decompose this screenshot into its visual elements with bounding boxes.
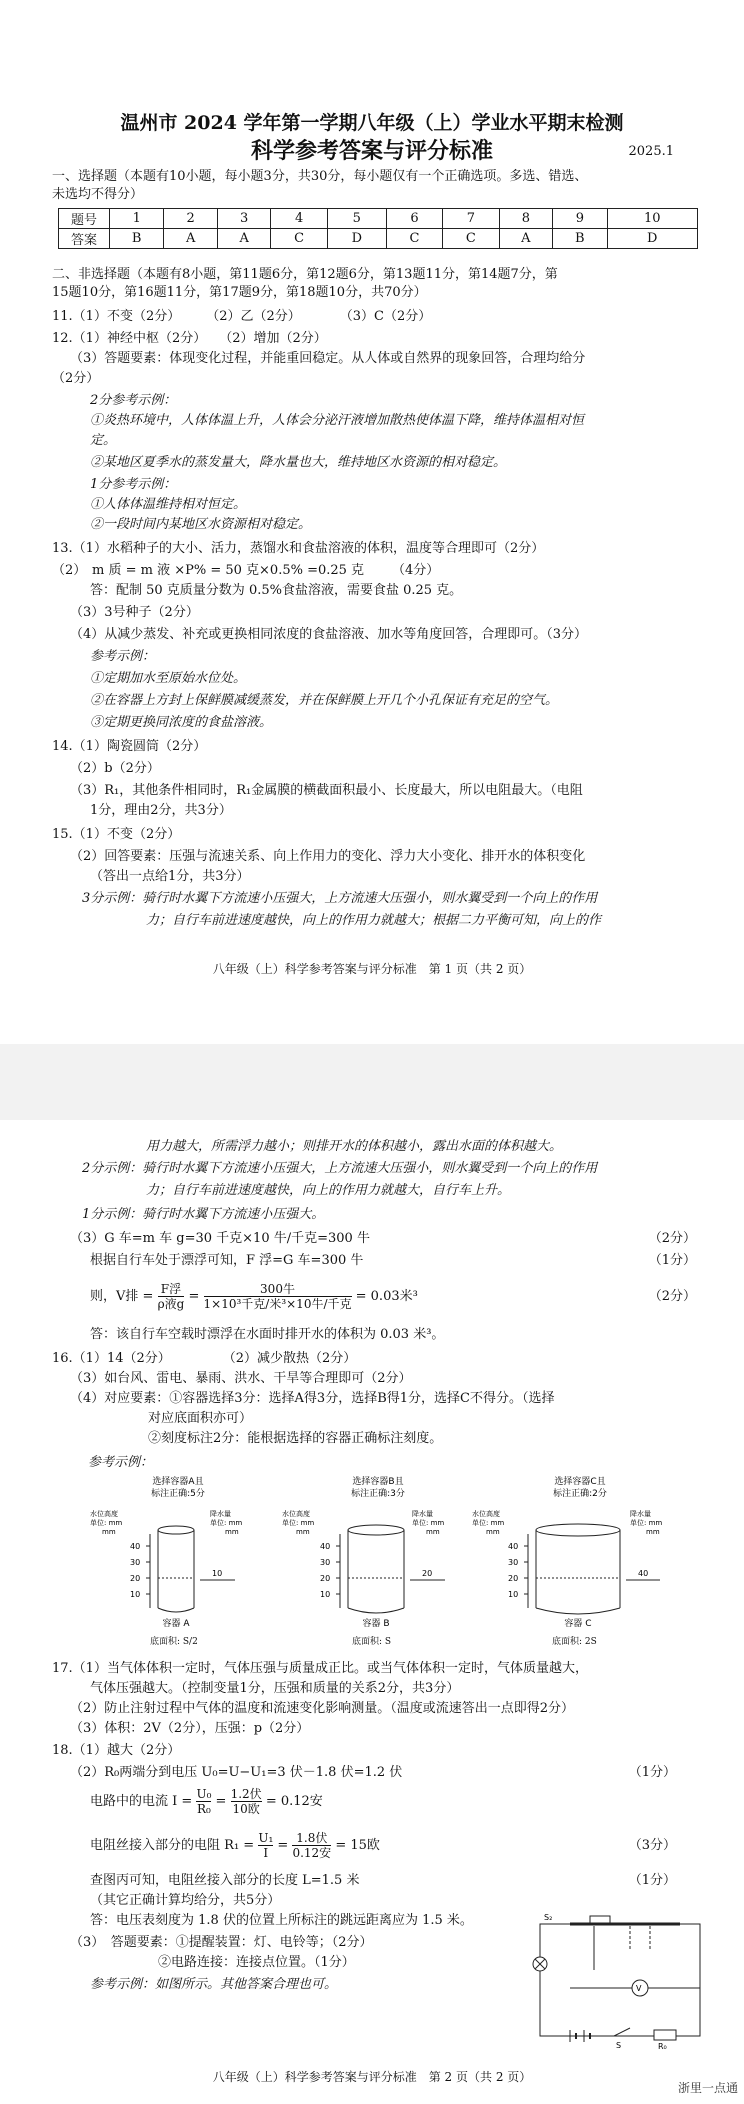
q18-line [70,1764,716,1782]
equals-sign: = [188,1289,200,1304]
q15-3-score: （2分） [648,1289,696,1304]
q18-line: 答：电压表刻度为 1.8 伏的位置上所标注的跳远距离应为 1.5 米。 [90,1913,473,1928]
tick-label: 10 [320,1590,331,1599]
table-cell: 8 [499,209,553,229]
q15-continued: 力；自行车前进速度越快，向上的作用力就越大，自行车上升。 [146,1183,511,1198]
q13-score: （4分） [392,563,440,578]
q14-line: 1分，理由2分，共3分） [90,803,232,818]
q15-line: 15.（1）不变（2分） [52,827,181,842]
fraction-denominator: 1×10³千克/米³×10牛/千克 [203,1297,352,1311]
table-cell: D [607,229,697,249]
switch-label: S [616,2041,622,2050]
section2-heading-2: 15题10分，第16题11分，第17题9分，第18题10分，共70分） [52,285,427,300]
fraction [292,1831,331,1860]
q18-line: （3） 答题要素：①提醒装置：灯、电铃等；（2分） [70,1935,373,1950]
formula-result: = 15欧 [335,1838,380,1853]
q15-3-text: （3）G 车=m 车 g=30 千克×10 牛/千克=300 牛 [70,1231,370,1246]
q18-text: 查图丙可知，电阻丝接入部分的长度 L=1.5 米 [90,1873,360,1888]
q16-line: 16.（1）14（2分） （2）减少散热（2分） [52,1351,357,1366]
tick-label: 10 [130,1590,141,1599]
q18-line: ②电路连接：连接点位置。（1分） [158,1955,355,1970]
q16-line: 对应底面积亦可） [148,1411,253,1426]
q12-line: （3）答题要素：体现变化过程，并能重回稳定。从人体或自然界的现象回答，合理均给分 [70,351,586,366]
answer-page-1 [0,0,744,1044]
container-area: 底面积: S [352,1637,392,1647]
mark-label: 20 [422,1569,433,1578]
fraction-numerator: 1.2伏 [230,1787,262,1801]
axis-label: 单位: mm [630,1519,663,1527]
q18-formula-line [90,1828,716,1864]
q13-line: （4）从减少蒸发、补充或更换相同浓度的食盐溶液、加水等角度回答，合理即可。（3分） [70,627,588,642]
table-cell: D [327,229,386,249]
q15-3-line: 答：该自行车空载时漂浮在水面时排开水的体积为 0.03 米³。 [90,1327,445,1342]
table-cell: 6 [386,209,442,229]
resistor-label: R₀ [658,2042,667,2050]
tick-label: 10 [508,1590,519,1599]
table-cell: 2 [164,209,218,229]
q12-line: （2分） [52,371,100,386]
unit-label: mm [486,1528,500,1536]
q14-line: （3）R₁，其他条件相同时，R₁金属膜的横截面积最小、长度最大，所以电阻最大。（电阻 [70,783,583,798]
q15-continued: 用力越大，所需浮力越小；则排开水的体积越小，露出水面的体积越大。 [146,1139,563,1154]
q16-line: （3）如台风、雷电、暴雨、洪水、干旱等合理即可（2分） [70,1371,412,1386]
section1-heading-1: 一、选择题（本题有10小题，每小题3分，共30分，每小题仅有一个正确选项。多选、错选、 [52,169,588,184]
q11-answer: 11.（1）不变（2分） （2）乙（2分） （3）C（2分） [52,309,432,324]
circuit-diagram [530,1910,720,2050]
fraction [258,1831,273,1860]
q15-continued: 2分示例：骑行时水翼下方流速小压强大，上方流速大压强小，则水翼受到一个向上的作用 [82,1161,598,1176]
tick-label: 20 [320,1574,331,1583]
q18-formula-line [90,1784,716,1820]
unit-label: mm [296,1528,310,1536]
table-cell: 5 [327,209,386,229]
axis-label: 单位: mm [412,1519,445,1527]
fraction-denominator: I [263,1846,269,1860]
q13-line: ①定期加水至原始水位处。 [90,671,247,686]
table-row-answers [59,229,698,249]
q18-text: R₁ = [224,1838,255,1853]
container-name: 容器 B [362,1619,390,1629]
section2-heading-1: 二、非选择题（本题有8小题，第11题6分，第12题6分，第13题11分，第14题7分，第 [52,267,558,282]
diagram-caption: 标注正确:5分 [151,1489,205,1499]
tick-label: 40 [130,1542,141,1551]
container-top [536,1524,620,1536]
q17-line: （2）防止注射过程中气体的温度和流速变化影响测量。（温度或流速答出一点即得2分） [70,1701,575,1716]
tick-label: 30 [508,1558,519,1567]
page-footer: 八年级（上）科学参考答案与评分标准 第 2 页（共 2 页） [212,2070,532,2084]
switch-icon [614,2028,630,2036]
q15-3-line [90,1252,716,1270]
answer-key-title: 科学参考答案与评分标准 [250,138,493,164]
axis-label: 单位: mm [282,1519,315,1527]
fraction-numerator: 300牛 [204,1282,352,1297]
axis-label: 单位: mm [90,1519,123,1527]
container-bottom [348,1608,404,1613]
q13-line: ②在容器上方封上保鲜膜减缓蒸发，并在保鲜膜上开几个小孔保证有充足的空气。 [90,693,559,708]
watermark: 浙里一点通 [677,2081,738,2095]
mark-label: 40 [638,1569,649,1578]
q15-line: （2）回答要素：压强与流速关系、向上作用力的变化、浮力大小变化、排开水的体积变化 [70,849,586,864]
container-area: 底面积: S/2 [150,1637,198,1647]
table-cell: 9 [553,209,607,229]
fraction-denominator: 0.12安 [292,1846,332,1860]
equals-sign: = [215,1794,227,1809]
q13-line: 答：配制 50 克质量分数为 0.5%食盐溶液，需要食盐 0.25 克。 [90,583,463,598]
fraction-denominator: ρ液g [157,1297,185,1311]
axis-label: 降水量 [412,1510,433,1518]
table-cell: C [443,229,499,249]
diagram-caption: 选择容器C且 [554,1477,606,1487]
container-c-diagram [472,1475,662,1629]
table-cell: B [110,229,164,249]
fraction-numerator: 1.8伏 [292,1831,331,1846]
q18-text: I = [172,1794,193,1809]
diagram-caption: 选择容器B且 [352,1477,404,1487]
q15-line: 力；自行车前进速度越快，向上的作用力就越大；根据二力平衡可知，向上的作 [146,913,602,928]
unit-label: mm [646,1528,660,1536]
container-top [348,1525,404,1535]
table-cell: 10 [607,209,697,229]
q15-3-formula-line [90,1278,716,1316]
q18-score: （3分） [628,1838,676,1853]
container-bottom [536,1608,620,1614]
circuit-outline [540,1924,700,2036]
q16-line: （4）对应要素：①容器选择3分：选择A得3分，选择B得1分，选择C不得分。（选择 [70,1391,555,1406]
container-name: 容器 C [564,1619,592,1629]
q13-line: 参考示例： [90,649,156,664]
axis-label: 降水量 [630,1510,651,1518]
fraction-numerator: F浮 [158,1282,185,1297]
q18-score: （1分） [628,1765,676,1780]
q15-continued: 1分示例：骑行时水翼下方流速小压强大。 [82,1207,325,1222]
q15-line: 3分示例：骑行时水翼下方流速小压强大，上方流速大压强小，则水翼受到一个向上的作用 [82,891,598,906]
table-cell: B [553,229,607,249]
q13-part-label: （2） [52,563,87,578]
table-cell: 1 [110,209,164,229]
container-top [158,1526,194,1534]
table-header-cell: 答案 [59,229,110,249]
q13-formula: m 质 = m 液 ×P% = 50 克×0.5% =0.25 克 [92,563,365,578]
fraction-numerator: U₀ [196,1787,212,1801]
rain-gauge-diagrams [60,1472,700,1632]
fraction [231,1787,262,1816]
page-footer: 八年级（上）科学参考答案与评分标准 第 1 页（共 2 页） [212,962,532,976]
q12-line: 12.（1）神经中枢（2分） （2）增加（2分） [52,331,327,346]
q15-3-score: （1分） [648,1253,696,1268]
table-cell: A [499,229,553,249]
exam-title: 温州市 2024 学年第一学期八年级（上）学业水平期末检测 [120,112,624,134]
axis-label: 水位高度 [282,1510,310,1518]
q18-line [90,1872,716,1890]
diagram-caption: 标注正确:2分 [553,1489,607,1499]
switch-label: S₂ [544,1913,553,1922]
voltmeter-label: V [636,1984,642,1993]
q12-line: ①人体体温维持相对恒定。 [90,497,247,512]
table-cell: 4 [271,209,327,229]
container-area: 底面积: 2S [552,1637,597,1647]
q12-line: ②一段时间内某地区水资源相对稳定。 [90,517,312,532]
container-bottom [158,1608,194,1612]
q18-line: （其它正确计算均给分，共5分） [90,1893,281,1908]
table-header-cell: 题号 [59,209,110,229]
q17-line: 气体压强越大。（控制变量1分，压强和质量的关系2分，共3分） [90,1681,460,1696]
q12-line: ②某地区夏季水的蒸发量大，降水量也大，维持地区水资源的相对稳定。 [90,455,507,470]
tick-label: 20 [130,1574,141,1583]
q18-text: 电路中的电流 [90,1794,169,1809]
axis-label: 水位高度 [472,1510,500,1518]
fraction [158,1282,185,1311]
q18-score: （1分） [628,1873,676,1888]
diagram-caption: 标注正确:3分 [351,1489,405,1499]
q12-line: 1分参考示例： [90,477,177,492]
q15-3-text: 则，V排 = [90,1289,154,1304]
q16-line: 参考示例： [88,1455,154,1470]
q15-line: （答出一点给1分，共3分） [90,869,250,884]
tick-label: 30 [130,1558,141,1567]
q12-line: 定。 [90,433,117,448]
q15-3-text: 根据自行车处于漂浮可知，F 浮=G 车=300 牛 [90,1253,364,1268]
q13-line: （3）3号种子（2分） [70,605,199,620]
table-cell: C [386,229,442,249]
resistor-icon [654,2030,676,2040]
q15-3-line [70,1230,716,1248]
axis-label: 水位高度 [90,1510,118,1518]
unit-label: mm [225,1528,239,1536]
section1-heading-2: 未选均不得分） [52,187,144,202]
table-cell: 7 [443,209,499,229]
equals-sign: = [277,1838,289,1853]
formula-result: = 0.03米³ [355,1289,418,1304]
axis-label: 单位: mm [472,1519,505,1527]
unit-label: mm [102,1528,116,1536]
q13-line [52,562,716,580]
q14-line: 14.（1）陶瓷圆筒（2分） [52,739,207,754]
fraction-denominator: R₀ [197,1802,211,1816]
q16-line: ②刻度标注2分：能根据选择的容器正确标注刻度。 [148,1431,443,1446]
table-cell: A [217,229,271,249]
q18-line: 参考示例：如图所示。其他答案合理也可。 [90,1977,338,1992]
unit-label: mm [426,1528,440,1536]
q12-line: ①炎热环境中，人体体温上升，人体会分泌汗液增加散热使体温下降，维持体温相对恒 [90,413,585,428]
diagram-caption: 选择容器A且 [152,1477,204,1487]
q17-line: 17.（1）当气体体积一定时，气体压强与质量成正比。或当气体体积一定时，气体质量越大， [52,1661,588,1676]
q18-text: 电阻丝接入部分的电阻 [90,1838,221,1853]
q18-line: 18.（1）越大（2分） [52,1743,181,1758]
axis-label: 降水量 [210,1510,231,1518]
container-name: 容器 A [162,1619,190,1629]
answer-page-2 [0,1120,744,2104]
table-row-numbers [59,209,698,229]
fraction-numerator: U₁ [258,1831,274,1845]
q13-line: 13.（1）水稻种子的大小、活力，蒸馏水和食盐溶液的体积，温度等合理即可（2分） [52,541,545,556]
fraction-denominator: 10欧 [232,1802,260,1816]
q14-line: （2）b（2分） [70,761,160,776]
mark-label: 10 [212,1569,223,1578]
q12-line: 2分参考示例： [90,393,177,408]
exam-date: 2025.1 [628,144,674,159]
q15-3-score: （2分） [648,1231,696,1246]
tick-label: 40 [508,1542,519,1551]
container-b-diagram [282,1475,445,1629]
table-cell: 3 [217,209,271,229]
fraction [204,1282,352,1311]
container-a-diagram [90,1475,242,1629]
q13-line: ③定期更换同浓度的食盐溶液。 [90,715,273,730]
tick-label: 40 [320,1542,331,1551]
fraction [196,1787,211,1816]
tick-label: 20 [508,1574,519,1583]
table-cell: C [271,229,327,249]
answer-table [58,208,698,249]
q18-text: （2）R₀两端分到电压 U₀=U−U₁=3 伏－1.8 伏=1.2 伏 [70,1765,403,1780]
formula-result: = 0.12安 [265,1794,323,1809]
q17-line: （3）体积：2V（2分），压强：p（2分） [70,1721,310,1736]
table-cell: A [164,229,218,249]
axis-label: 单位: mm [210,1519,243,1527]
tick-label: 30 [320,1558,331,1567]
